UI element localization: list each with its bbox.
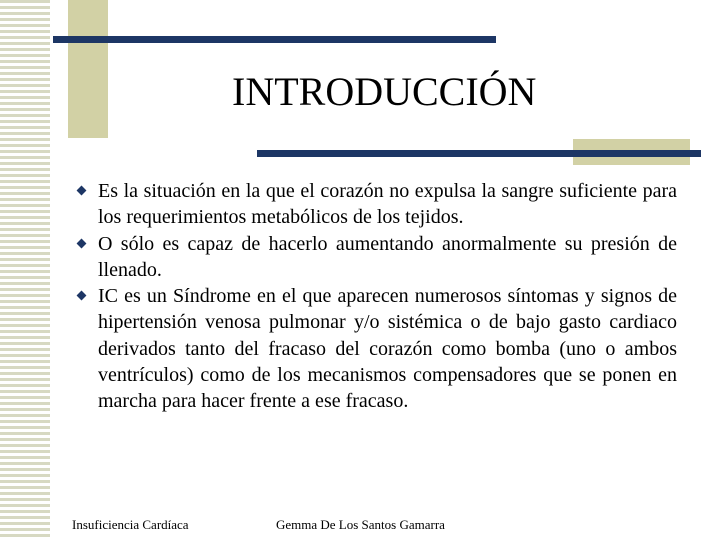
decorative-tan-block <box>68 0 108 138</box>
footer-author: Gemma De Los Santos Gamarra <box>276 517 445 532</box>
bullet-text: O sólo es capaz de hacerlo aumentando anormalmente su presión de llenado. <box>98 232 677 281</box>
bullet-text: IC es un Síndrome en el que aparecen numerosos síntomas y signos de hipertensión venosa pulmonar y/o sistémica o de bajo gasto cardiaco derivados tanto del fracaso del corazón como bomba (uno o ambos ventrículos) como de los mecanismos compensadores que se ponen en marcha para hacer frente a ese fracaso. <box>98 285 677 413</box>
footer-title: Insuficiencia Cardíaca <box>72 517 189 532</box>
bullet-list <box>75 178 677 415</box>
bullet-text: Es la situación en la que el corazón no expulsa la sangre suficiente para los requerimientos metabólicos de los tejidos. <box>98 180 677 229</box>
bullet-item <box>75 283 677 414</box>
title-rule-top <box>53 36 496 43</box>
decorative-stripes <box>0 0 50 540</box>
diamond-bullet-icon <box>77 186 87 196</box>
bullet-item <box>75 178 677 231</box>
bullet-item <box>75 231 677 284</box>
slide-title: INTRODUCCIÓN <box>232 69 537 114</box>
diamond-bullet-icon <box>77 291 87 301</box>
diamond-bullet-icon <box>77 238 87 248</box>
title-rule-bottom <box>257 150 701 157</box>
